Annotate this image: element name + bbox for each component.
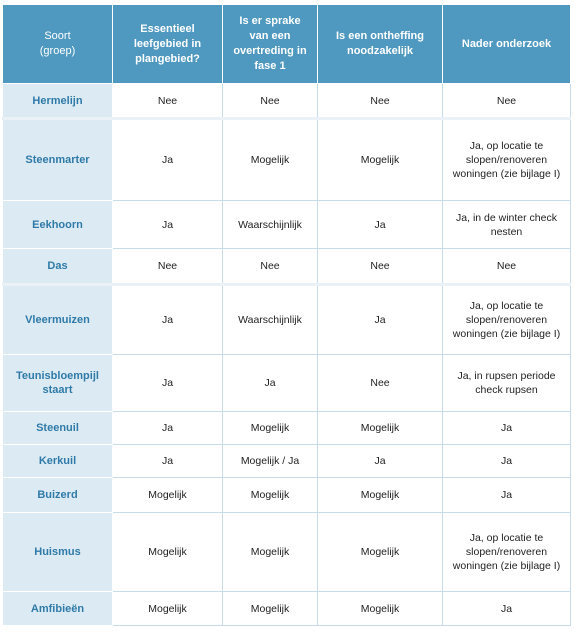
leefgebied-cell: Ja bbox=[113, 355, 223, 412]
header-row bbox=[3, 5, 571, 84]
onderzoek-cell: Nee bbox=[443, 84, 571, 119]
ontheffing-cell: Ja bbox=[318, 201, 443, 249]
table-row bbox=[3, 355, 571, 412]
table-row bbox=[3, 478, 571, 513]
species-cell: Steenuil bbox=[3, 412, 113, 445]
species-cell: Kerkuil bbox=[3, 445, 113, 478]
ontheffing-cell: Mogelijk bbox=[318, 478, 443, 513]
header-leefgebied: Essentieel leefgebied in plangebied? bbox=[113, 5, 223, 84]
overtreding-cell: Mogelijk / Ja bbox=[223, 445, 318, 478]
header-ontheffing: Is een ontheffing noodzakelijk bbox=[318, 5, 443, 84]
overtreding-cell: Mogelijk bbox=[223, 513, 318, 592]
table-row bbox=[3, 513, 571, 592]
overtreding-cell: Nee bbox=[223, 249, 318, 285]
ontheffing-cell: Mogelijk bbox=[318, 513, 443, 592]
leefgebied-cell: Ja bbox=[113, 119, 223, 201]
table-row bbox=[3, 592, 571, 626]
leefgebied-cell: Ja bbox=[113, 285, 223, 355]
leefgebied-cell: Mogelijk bbox=[113, 592, 223, 626]
species-cell: Hermelijn bbox=[3, 84, 113, 119]
leefgebied-cell: Mogelijk bbox=[113, 478, 223, 513]
leefgebied-cell: Mogelijk bbox=[113, 513, 223, 592]
table-row bbox=[3, 119, 571, 201]
onderzoek-cell: Ja, in de winter check nesten bbox=[443, 201, 571, 249]
table-row bbox=[3, 412, 571, 445]
onderzoek-cell: Ja, op locatie te slopen/renoveren woningen (zie bijlage I) bbox=[443, 285, 571, 355]
species-cell: Steenmarter bbox=[3, 119, 113, 201]
ontheffing-cell: Mogelijk bbox=[318, 592, 443, 626]
table-row bbox=[3, 445, 571, 478]
ontheffing-cell: Ja bbox=[318, 285, 443, 355]
ontheffing-cell: Ja bbox=[318, 445, 443, 478]
species-cell: Amfibieën bbox=[3, 592, 113, 626]
header-onderzoek: Nader onderzoek bbox=[443, 5, 571, 84]
onderzoek-cell: Ja, op locatie te slopen/renoveren woningen (zie bijlage I) bbox=[443, 513, 571, 592]
species-cell: Vleermuizen bbox=[3, 285, 113, 355]
leefgebied-cell: Ja bbox=[113, 412, 223, 445]
ontheffing-cell: Nee bbox=[318, 249, 443, 285]
leefgebied-cell: Nee bbox=[113, 84, 223, 119]
species-cell: Teunisbloempijl staart bbox=[3, 355, 113, 412]
table-row bbox=[3, 249, 571, 285]
table-row bbox=[3, 285, 571, 355]
overtreding-cell: Mogelijk bbox=[223, 592, 318, 626]
table-row bbox=[3, 84, 571, 119]
leefgebied-cell: Ja bbox=[113, 445, 223, 478]
overtreding-cell: Waarschijnlijk bbox=[223, 285, 318, 355]
onderzoek-cell: Nee bbox=[443, 249, 571, 285]
species-cell: Buizerd bbox=[3, 478, 113, 513]
species-cell: Eekhoorn bbox=[3, 201, 113, 249]
overtreding-cell: Mogelijk bbox=[223, 119, 318, 201]
ontheffing-cell: Nee bbox=[318, 84, 443, 119]
onderzoek-cell: Ja bbox=[443, 592, 571, 626]
overtreding-cell: Ja bbox=[223, 355, 318, 412]
onderzoek-cell: Ja, op locatie te slopen/renoveren woningen (zie bijlage I) bbox=[443, 119, 571, 201]
onderzoek-cell: Ja bbox=[443, 445, 571, 478]
header-soort: Soort (groep) bbox=[3, 5, 113, 84]
table-row bbox=[3, 201, 571, 249]
ontheffing-cell: Nee bbox=[318, 355, 443, 412]
leefgebied-cell: Nee bbox=[113, 249, 223, 285]
header-overtreding: Is er sprake van een overtreding in fase 1 bbox=[223, 5, 318, 84]
species-cell: Das bbox=[3, 249, 113, 285]
species-table bbox=[2, 4, 571, 626]
onderzoek-cell: Ja bbox=[443, 478, 571, 513]
overtreding-cell: Nee bbox=[223, 84, 318, 119]
onderzoek-cell: Ja bbox=[443, 412, 571, 445]
species-cell: Huismus bbox=[3, 513, 113, 592]
ontheffing-cell: Mogelijk bbox=[318, 119, 443, 201]
onderzoek-cell: Ja, in rupsen periode check rupsen bbox=[443, 355, 571, 412]
overtreding-cell: Mogelijk bbox=[223, 412, 318, 445]
ontheffing-cell: Mogelijk bbox=[318, 412, 443, 445]
leefgebied-cell: Ja bbox=[113, 201, 223, 249]
overtreding-cell: Waarschijnlijk bbox=[223, 201, 318, 249]
overtreding-cell: Mogelijk bbox=[223, 478, 318, 513]
